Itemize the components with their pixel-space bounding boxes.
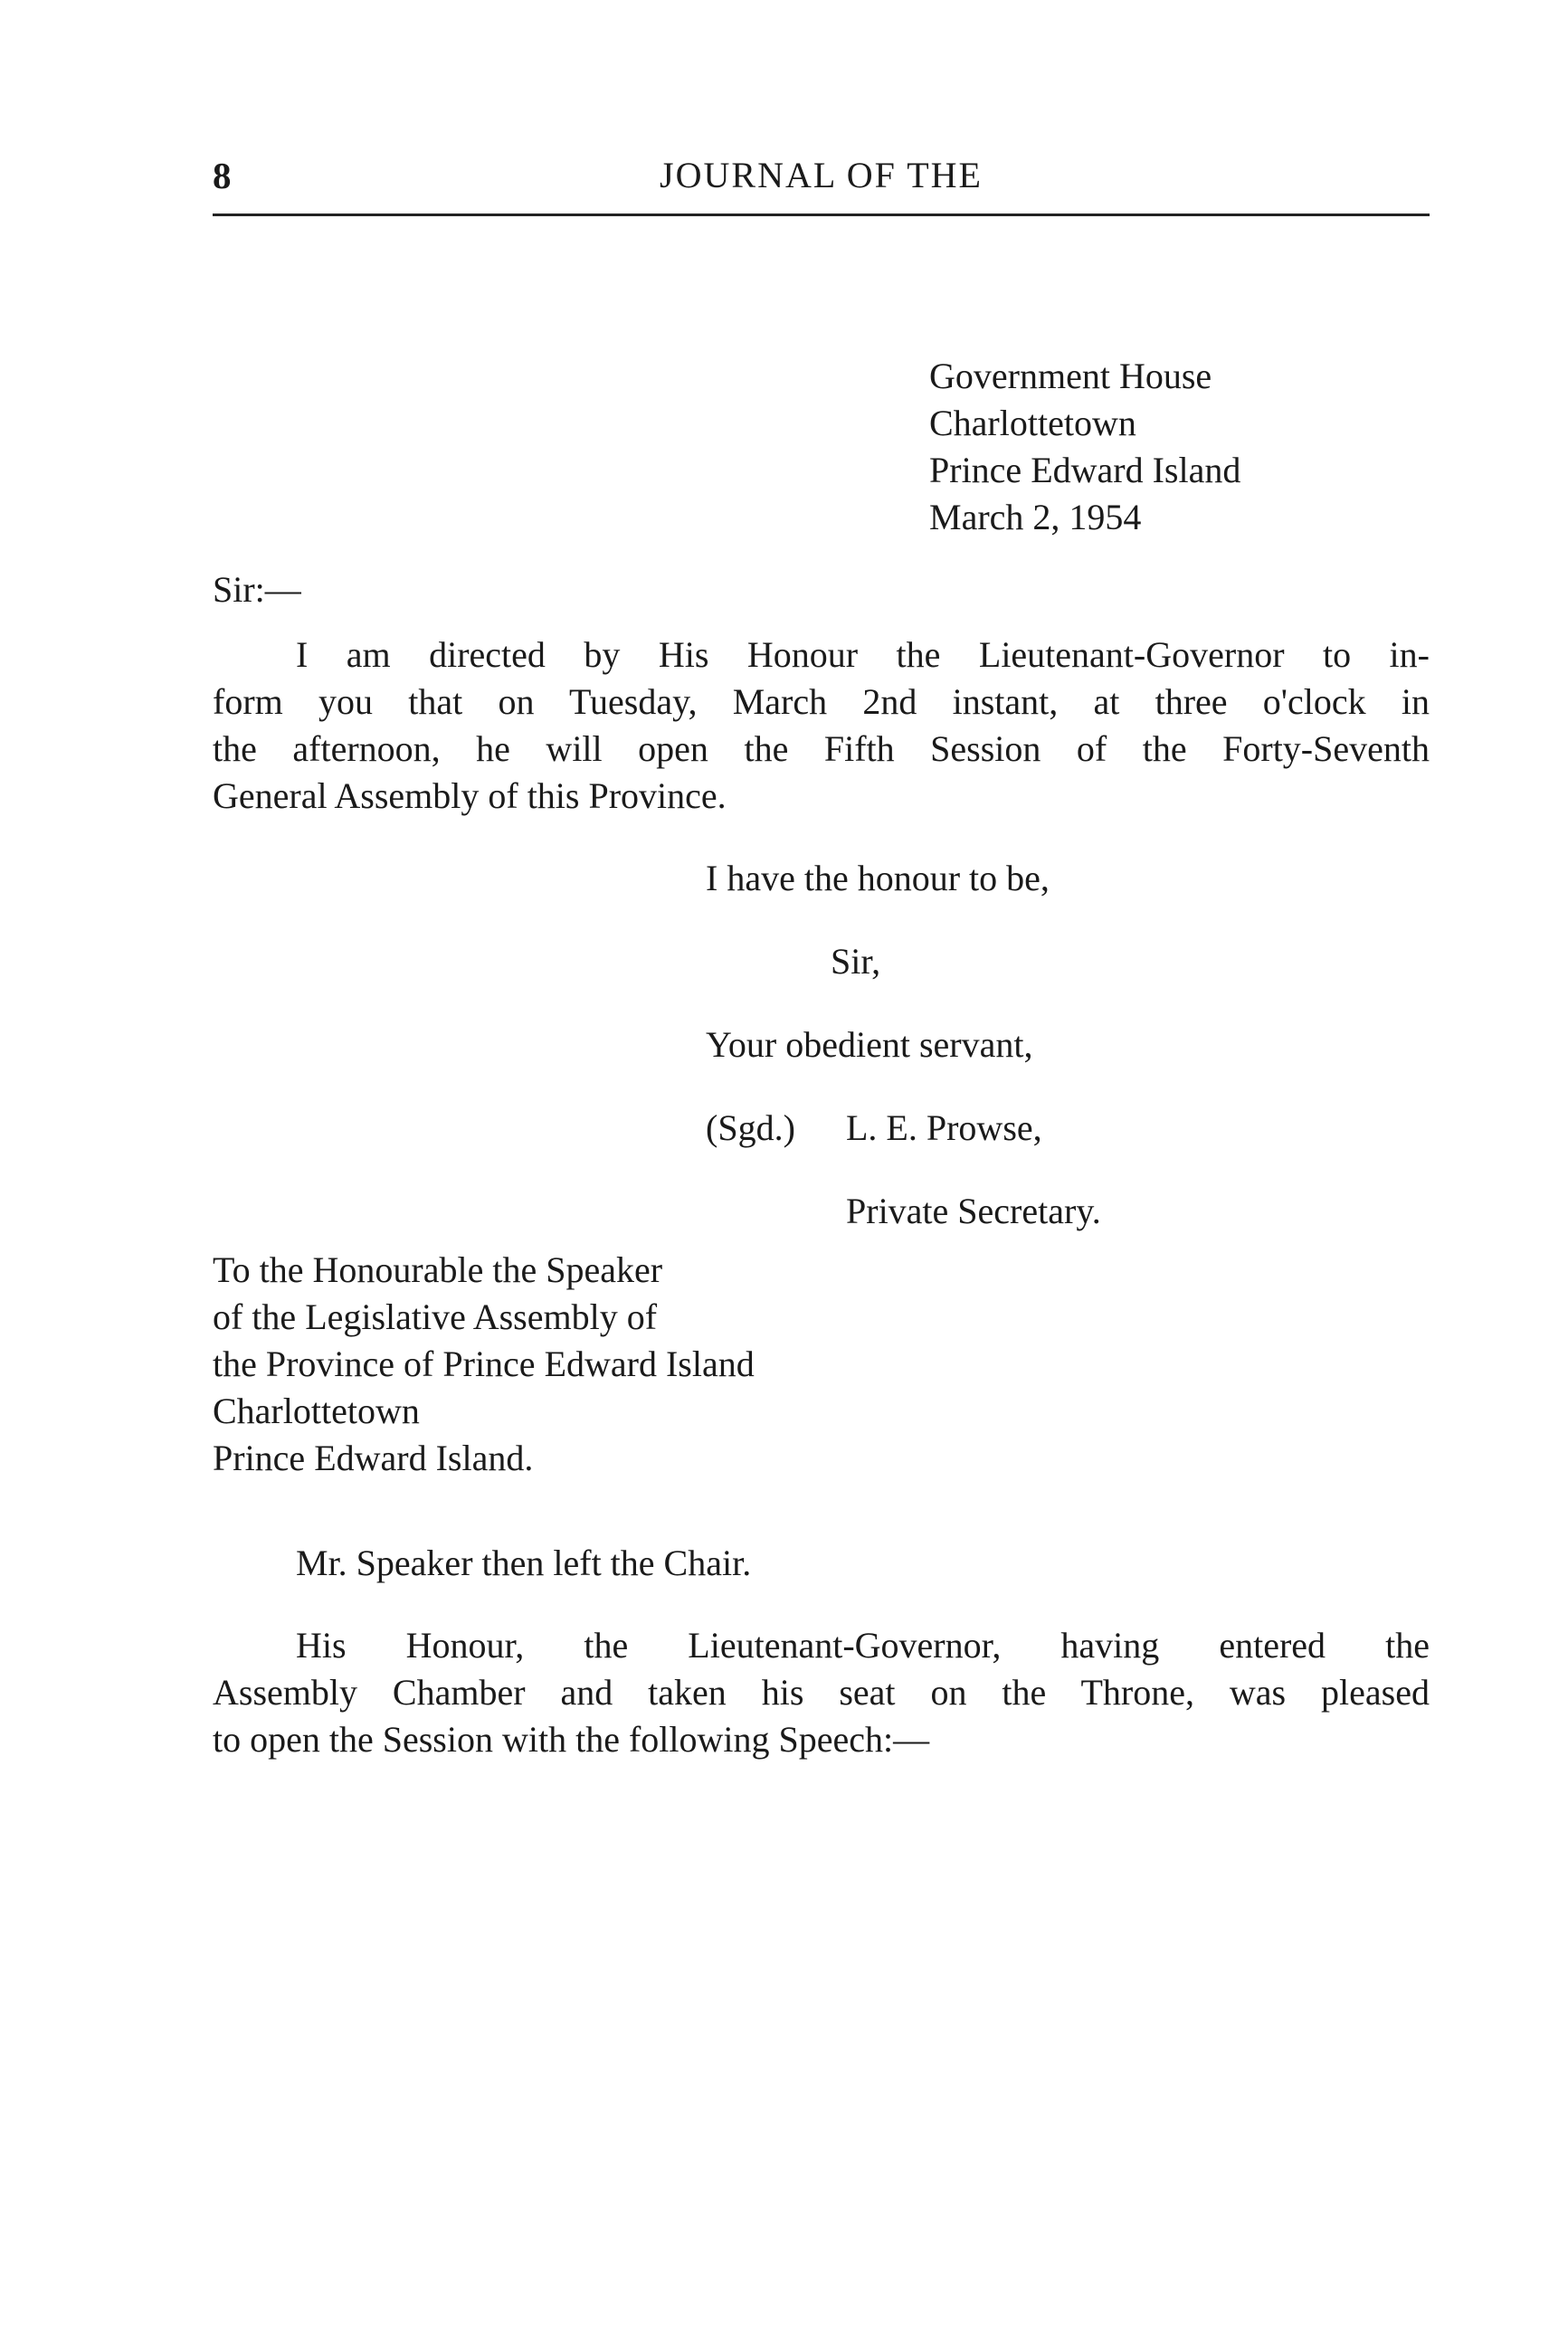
paragraph-line: to open the Session with the following Speech:—	[213, 1719, 930, 1760]
opening-paragraph	[213, 1622, 1430, 1763]
paragraph-line: His Honour, the Lieutenant-Governor, having entered the	[296, 1625, 1430, 1666]
running-head: JOURNAL OF THE	[660, 155, 983, 195]
body-line: form you that on Tuesday, March 2nd instant, at three o'clock in	[213, 681, 1430, 722]
recipient-line: Prince Edward Island.	[213, 1438, 534, 1478]
signatory-title: Private Secretary.	[846, 1191, 1101, 1231]
closing-honour: I have the honour to be,	[706, 858, 1050, 898]
paragraph-line: Assembly Chamber and taken his seat on the Throne, was pleased	[213, 1672, 1430, 1713]
body-line: the afternoon, he will open the Fifth Session of the Forty-Seventh	[213, 728, 1430, 769]
body-line: General Assembly of this Province.	[213, 775, 727, 816]
recipient-line: Charlottetown	[213, 1391, 420, 1431]
signatory-name: L. E. Prowse,	[846, 1107, 1042, 1148]
page-number: 8	[213, 155, 233, 196]
recipient-line: the Province of Prince Edward Island	[213, 1343, 755, 1384]
header-rule	[213, 214, 1430, 216]
speaker-left-chair: Mr. Speaker then left the Chair.	[296, 1543, 752, 1583]
recipient-line: of the Legislative Assembly of	[213, 1296, 658, 1337]
closing-sir: Sir,	[831, 941, 881, 982]
letter-body	[213, 631, 1430, 820]
letter-date: March 2, 1954	[929, 497, 1142, 537]
closing-servant: Your obedient servant,	[706, 1024, 1033, 1065]
body-line: I am directed by His Honour the Lieutenant-Governor to in-	[296, 634, 1430, 675]
page-header	[213, 154, 1430, 208]
recipient-address	[213, 1247, 755, 1482]
address-line: Government House	[929, 356, 1212, 396]
recipient-line: To the Honourable the Speaker	[213, 1249, 663, 1290]
sender-address	[929, 353, 1240, 541]
address-line: Charlottetown	[929, 403, 1136, 443]
signed-mark: (Sgd.)	[706, 1107, 795, 1148]
address-line: Prince Edward Island	[929, 450, 1241, 490]
salutation: Sir:—	[213, 569, 301, 610]
